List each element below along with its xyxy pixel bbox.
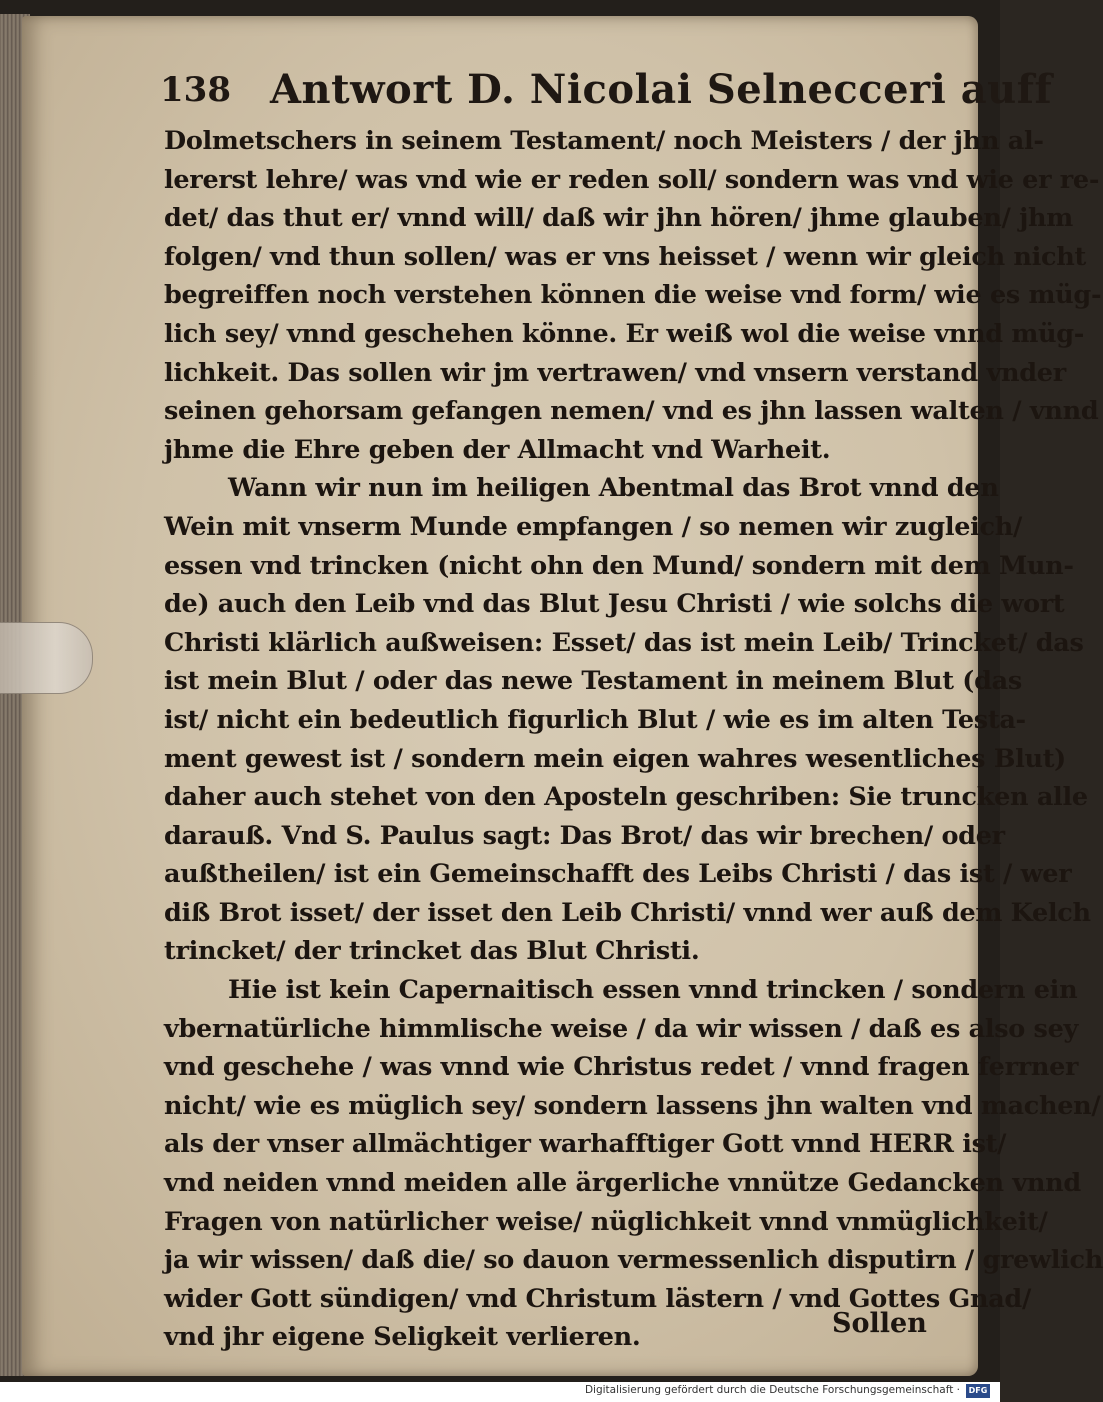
text-line: Christi klärlich außweisen: Esset/ das ist mein Leib/ Trincket/ das (164, 627, 1084, 658)
text-line: vnd geschehe / was vnnd wie Christus redet / vnnd fragen ferrner (164, 1052, 1079, 1083)
text-line: vnd jhr eigene Seligkeit verlieren. (164, 1322, 641, 1353)
text-line: de) auch den Leib vnd das Blut Jesu Christi / wie solchs die wort (164, 589, 1065, 620)
catchword: Sollen (832, 1308, 927, 1339)
text-line: lererst lehre/ was vnd wie er reden soll/ sondern was vnd wie er re- (164, 164, 1100, 195)
text-line: nicht/ wie es müglich sey/ sondern lassens jhn walten vnd machen/ (164, 1090, 1101, 1121)
text-line: darauß. Vnd S. Paulus sagt: Das Brot/ das wir brechen/ oder (164, 820, 1005, 851)
text-line: Dolmetschers in seinem Testament/ noch Meisters / der jhn al- (164, 126, 1044, 156)
text-line: Wann wir nun im heiligen Abentmal das Brot vnnd den (228, 473, 999, 504)
text-line: daher auch stehet von den Aposteln geschriben: Sie truncken alle (164, 782, 1088, 813)
paragraph-3 (164, 971, 1103, 1357)
text-line: begreiffen noch verstehen können die weise vnd form/ wie es müg- (164, 280, 1102, 311)
text-line: wider Gott sündigen/ vnd Christum lästern / vnd Gottes Gnad/ (164, 1283, 1031, 1314)
page-header (160, 66, 1053, 116)
text-line: essen vnd trincken (nicht ohn den Mund/ sondern mit dem Mun- (164, 550, 1074, 581)
page-tab-marker (0, 622, 93, 694)
text-line: lich sey/ vnnd geschehen könne. Er weiß wol die weise vnnd müg- (164, 318, 1085, 349)
text-line: diß Brot isset/ der isset den Leib Christi/ vnnd wer auß dem Kelch (164, 897, 1091, 928)
paragraph-2 (164, 469, 1091, 971)
dfg-logo: DFG (966, 1384, 990, 1398)
text-line: außtheilen/ ist ein Gemeinschafft des Leibs Christi / das ist / wer (164, 859, 1072, 890)
text-line: ja wir wissen/ daß die/ so dauon vermessenlich disputirn / grewlich (164, 1245, 1103, 1276)
running-head: Antwort D. Nicolai Selnecceri auff (270, 66, 1053, 113)
body-text (164, 122, 1103, 1357)
text-line: det/ das thut er/ vnnd will/ daß wir jhn hören/ jhme glauben/ jhm (164, 203, 1073, 234)
text-line: Hie ist kein Capernaitisch essen vnnd trincken / sondern ein (228, 975, 1078, 1006)
text-line: vnd neiden vnnd meiden alle ärgerliche vnnütze Gedancken vnnd (164, 1168, 1081, 1199)
funding-notice: Digitalisierung gefördert durch die Deutsche Forschungsgemeinschaft · (584, 1384, 960, 1396)
text-line: Fragen von natürlicher weise/ nüglichkeit vnnd vnmüglichkeit/ (164, 1206, 1048, 1237)
page-number: 138 (160, 70, 231, 110)
text-line: folgen/ vnd thun sollen/ was er vns heisset / wenn wir gleich nicht (164, 241, 1086, 272)
text-line: ist/ nicht ein bedeutlich figurlich Blut / wie es im alten Testa- (164, 704, 1026, 735)
text-line: trincket/ der trincket das Blut Christi. (164, 936, 700, 967)
text-line: lichkeit. Das sollen wir jm vertrawen/ vnd vnsern verstand vnder (164, 357, 1066, 388)
text-line: vbernatürliche himmlische weise / da wir wissen / daß es also sey (164, 1013, 1079, 1044)
text-line: als der vnser allmächtiger warhafftiger Gott vnnd HERR ist/ (164, 1129, 1007, 1160)
text-line: ist mein Blut / oder das newe Testament in meinem Blut (das (164, 666, 1022, 697)
text-line: Wein mit vnserm Munde empfangen / so nemen wir zugleich/ (164, 511, 1023, 542)
paragraph-1 (164, 122, 1102, 469)
text-line: seinen gehorsam gefangen nemen/ vnd es jhn lassen walten / vnnd (164, 396, 1099, 427)
text-line: jhme die Ehre geben der Allmacht vnd Warheit. (164, 434, 831, 465)
text-line: ment gewest ist / sondern mein eigen wahres wesentliches Blut) (164, 743, 1066, 774)
